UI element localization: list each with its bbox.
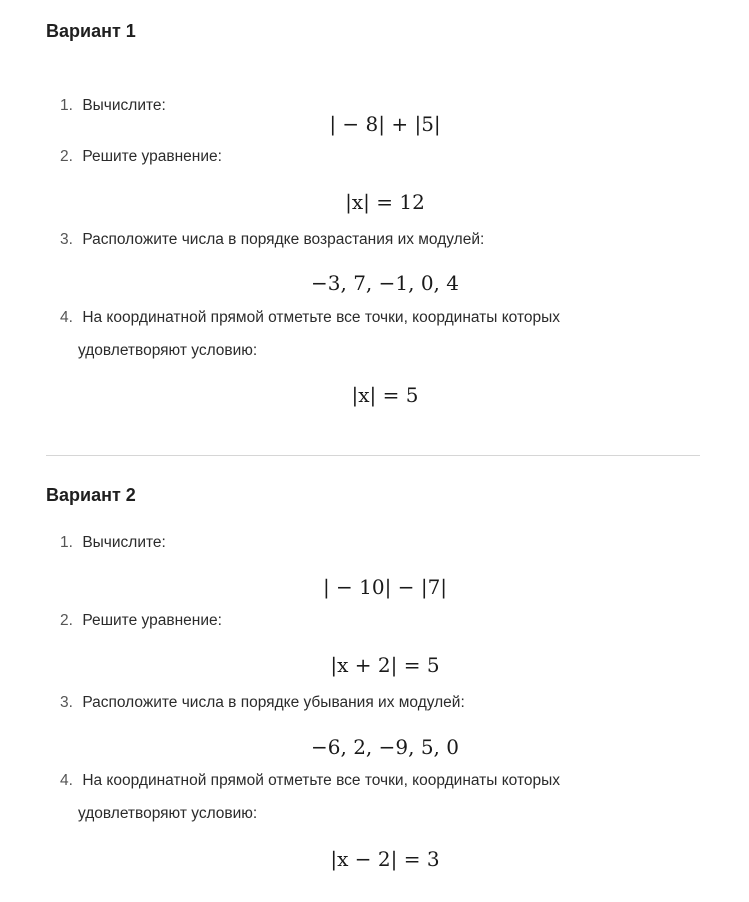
task-text: Вычислите: bbox=[82, 534, 166, 551]
variant-1-formula-2: |x| = 12 bbox=[345, 190, 425, 214]
task-text: Вычислите: bbox=[82, 97, 166, 114]
task-number: 3. bbox=[60, 231, 73, 248]
task-number: 4. bbox=[60, 772, 73, 789]
variant-1-task-3 bbox=[60, 223, 700, 256]
variant-2-task-1 bbox=[60, 526, 700, 559]
variant-2-formula-3: −6, 2, −9, 5, 0 bbox=[311, 735, 459, 759]
task-text-line-2: удовлетворяют условию: bbox=[78, 342, 258, 359]
task-number: 2. bbox=[60, 612, 73, 629]
section-divider bbox=[46, 455, 700, 456]
task-text: Решите уравнение: bbox=[82, 612, 222, 629]
task-text: Решите уравнение: bbox=[82, 148, 222, 165]
variant-1-formula-4: |x| = 5 bbox=[351, 383, 419, 407]
variant-1-formula-3: −3, 7, −1, 0, 4 bbox=[311, 271, 459, 295]
variant-1-task-2 bbox=[60, 140, 700, 173]
task-number: 1. bbox=[60, 534, 73, 551]
task-number: 4. bbox=[60, 309, 73, 326]
variant-2-formula-1: | − 10| − |7| bbox=[322, 575, 448, 599]
task-text: Расположите числа в порядке возрастания их модулей: bbox=[82, 231, 485, 248]
task-number: 1. bbox=[60, 97, 73, 114]
task-text-line-2: удовлетворяют условию: bbox=[78, 805, 258, 822]
variant-2-formula-2: |x + 2| = 5 bbox=[330, 653, 440, 677]
variant-1-formula-1: | − 8| + |5| bbox=[329, 112, 441, 136]
variant-2-title: Вариант 2 bbox=[46, 485, 136, 505]
task-number: 2. bbox=[60, 148, 73, 165]
task-number: 3. bbox=[60, 694, 73, 711]
variant-2-task-3 bbox=[60, 686, 700, 719]
task-text: Расположите числа в порядке убывания их модулей: bbox=[82, 694, 465, 711]
variant-1-task-4 bbox=[60, 301, 700, 367]
variant-2-task-2 bbox=[60, 604, 700, 637]
variant-1-title: Вариант 1 bbox=[46, 21, 136, 41]
task-text-line-1: На координатной прямой отметьте все точки, координаты которых bbox=[82, 772, 561, 789]
task-text-line-1: На координатной прямой отметьте все точки, координаты которых bbox=[82, 309, 561, 326]
variant-2-task-4 bbox=[60, 764, 700, 830]
variant-2-formula-4: |x − 2| = 3 bbox=[330, 847, 440, 871]
